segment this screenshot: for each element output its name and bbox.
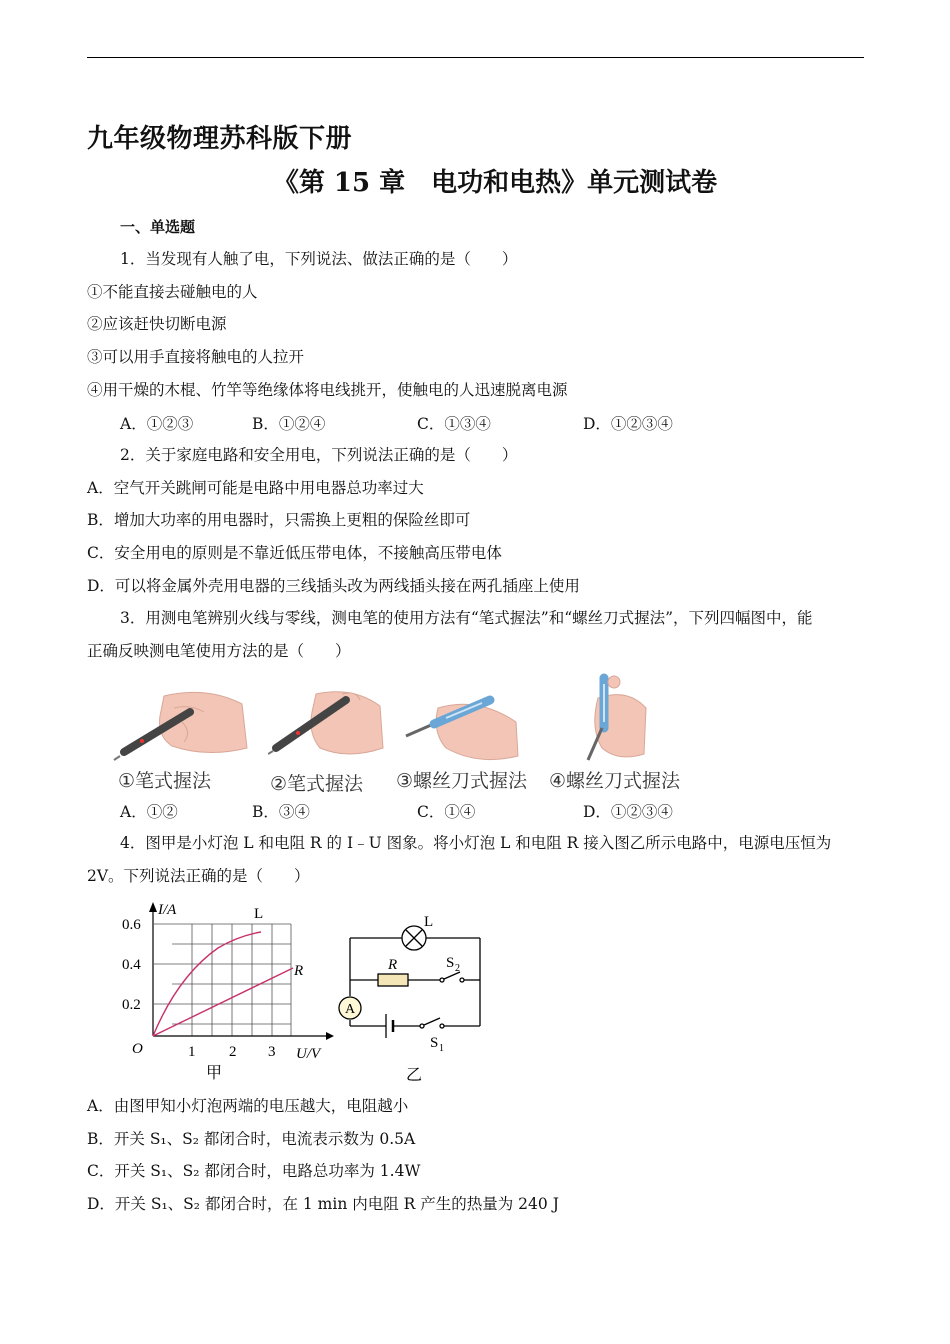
q2-option-d[interactable]: D．可以将金属外壳用电器的三线插头改为两线插头接在两孔插座上使用 [87,577,580,595]
q2-stem: 2．关于家庭电路和安全用电，下列说法正确的是（ ） [120,446,518,464]
q3-caption-2: ②笔式握法 [270,773,364,795]
book-title: 九年级物理苏科版下册 [87,124,353,154]
graph-x-tick: 2 [229,1044,237,1060]
q1-option-b[interactable]: B．①②④ [252,415,326,433]
test-title: 《第 15 章 电功和电热》单元测试卷 [272,168,718,198]
curve-l-label: L [254,906,264,922]
graph-y-tick: 0.6 [122,917,141,933]
switch2-subscript: 2 [455,963,460,974]
resistor-label: R [388,957,398,973]
pen-grip-illustration-2 [268,686,388,766]
graph-y-label: I/A [158,902,177,918]
circuit-diagram [330,904,500,1084]
q1-option-c[interactable]: C．①③④ [417,415,491,433]
switch1-label: S [430,1035,439,1051]
iu-graph [118,896,338,1086]
circuit-caption: 乙 [406,1065,423,1084]
q3-option-a[interactable]: A．①② [120,803,178,821]
q4-option-d[interactable]: D．开关 S₁、S₂ 都闭合时，在 1 min 内电阻 R 产生的热量为 240 J [87,1195,559,1213]
q3-option-b[interactable]: B．③④ [252,803,310,821]
q3-option-d[interactable]: D．①②③④ [583,803,673,821]
q1-option-d[interactable]: D．①②③④ [583,415,673,433]
graph-x-label: U/V [296,1046,321,1062]
q2-option-c[interactable]: C．安全用电的原则是不靠近低压带电体，不接触高压带电体 [87,544,502,562]
q1-item: ③可以用手直接将触电的人拉开 [87,348,305,366]
q4-stem-line1: 4．图甲是小灯泡 L 和电阻 R 的 I﹣U 图象。将小灯泡 L 和电阻 R 接入图乙所示电路中，电源电压恒为 [120,834,832,852]
graph-y-tick: 0.4 [122,957,141,973]
graph-x-tick: 3 [268,1044,276,1060]
q3-stem-line2: 正确反映测电笔使用方法的是（ ） [87,642,351,660]
graph-caption: 甲 [206,1063,223,1082]
q4-option-a[interactable]: A．由图甲知小灯泡两端的电压越大，电阻越小 [87,1097,409,1115]
graph-y-tick: 0.2 [122,997,141,1013]
q3-caption-4: ④螺丝刀式握法 [549,770,681,792]
q3-caption-1: ①笔式握法 [118,770,212,792]
q3-option-c[interactable]: C．①④ [417,803,476,821]
q2-option-a[interactable]: A．空气开关跳闸可能是电路中用电器总功率过大 [87,479,424,497]
q1-stem: 1．当发现有人触了电，下列说法、做法正确的是（ ） [120,250,518,268]
q4-option-c[interactable]: C．开关 S₁、S₂ 都闭合时，电路总功率为 1.4W [87,1162,421,1180]
section-heading: 一、单选题 [120,218,196,236]
switch1-subscript: 1 [439,1043,444,1054]
q3-stem-line1: 3．用测电笔辨别火线与零线，测电笔的使用方法有“笔式握法”和“螺丝刀式握法”，下列四幅图中，能 [120,609,813,627]
graph-x-tick: 1 [188,1044,196,1060]
q1-item: ④用干燥的木棍、竹竿等绝缘体将电线挑开，使触电的人迅速脱离电源 [87,381,568,399]
curve-r-label: R [294,963,304,979]
q1-item: ②应该赶快切断电源 [87,315,227,333]
q3-caption-3: ③螺丝刀式握法 [396,770,528,792]
q1-item: ①不能直接去碰触电的人 [87,283,258,301]
q1-option-a[interactable]: A．①②③ [120,415,194,433]
q4-option-b[interactable]: B．开关 S₁、S₂ 都闭合时，电流表示数为 0.5A [87,1130,416,1148]
switch2-label: S [446,955,455,971]
graph-origin: O [132,1041,143,1057]
ammeter-label: A [345,1002,356,1017]
header-rule [87,57,864,58]
screwdriver-grip-illustration-4 [568,668,658,764]
q2-option-b[interactable]: B．增加大功率的用电器时，只需换上更粗的保险丝即可 [87,511,471,529]
screwdriver-grip-illustration-3 [398,686,522,766]
q4-stem-line2: 2V。下列说法正确的是（ ） [87,867,310,885]
lamp-label: L [424,914,434,930]
pen-grip-illustration-1 [112,686,252,764]
